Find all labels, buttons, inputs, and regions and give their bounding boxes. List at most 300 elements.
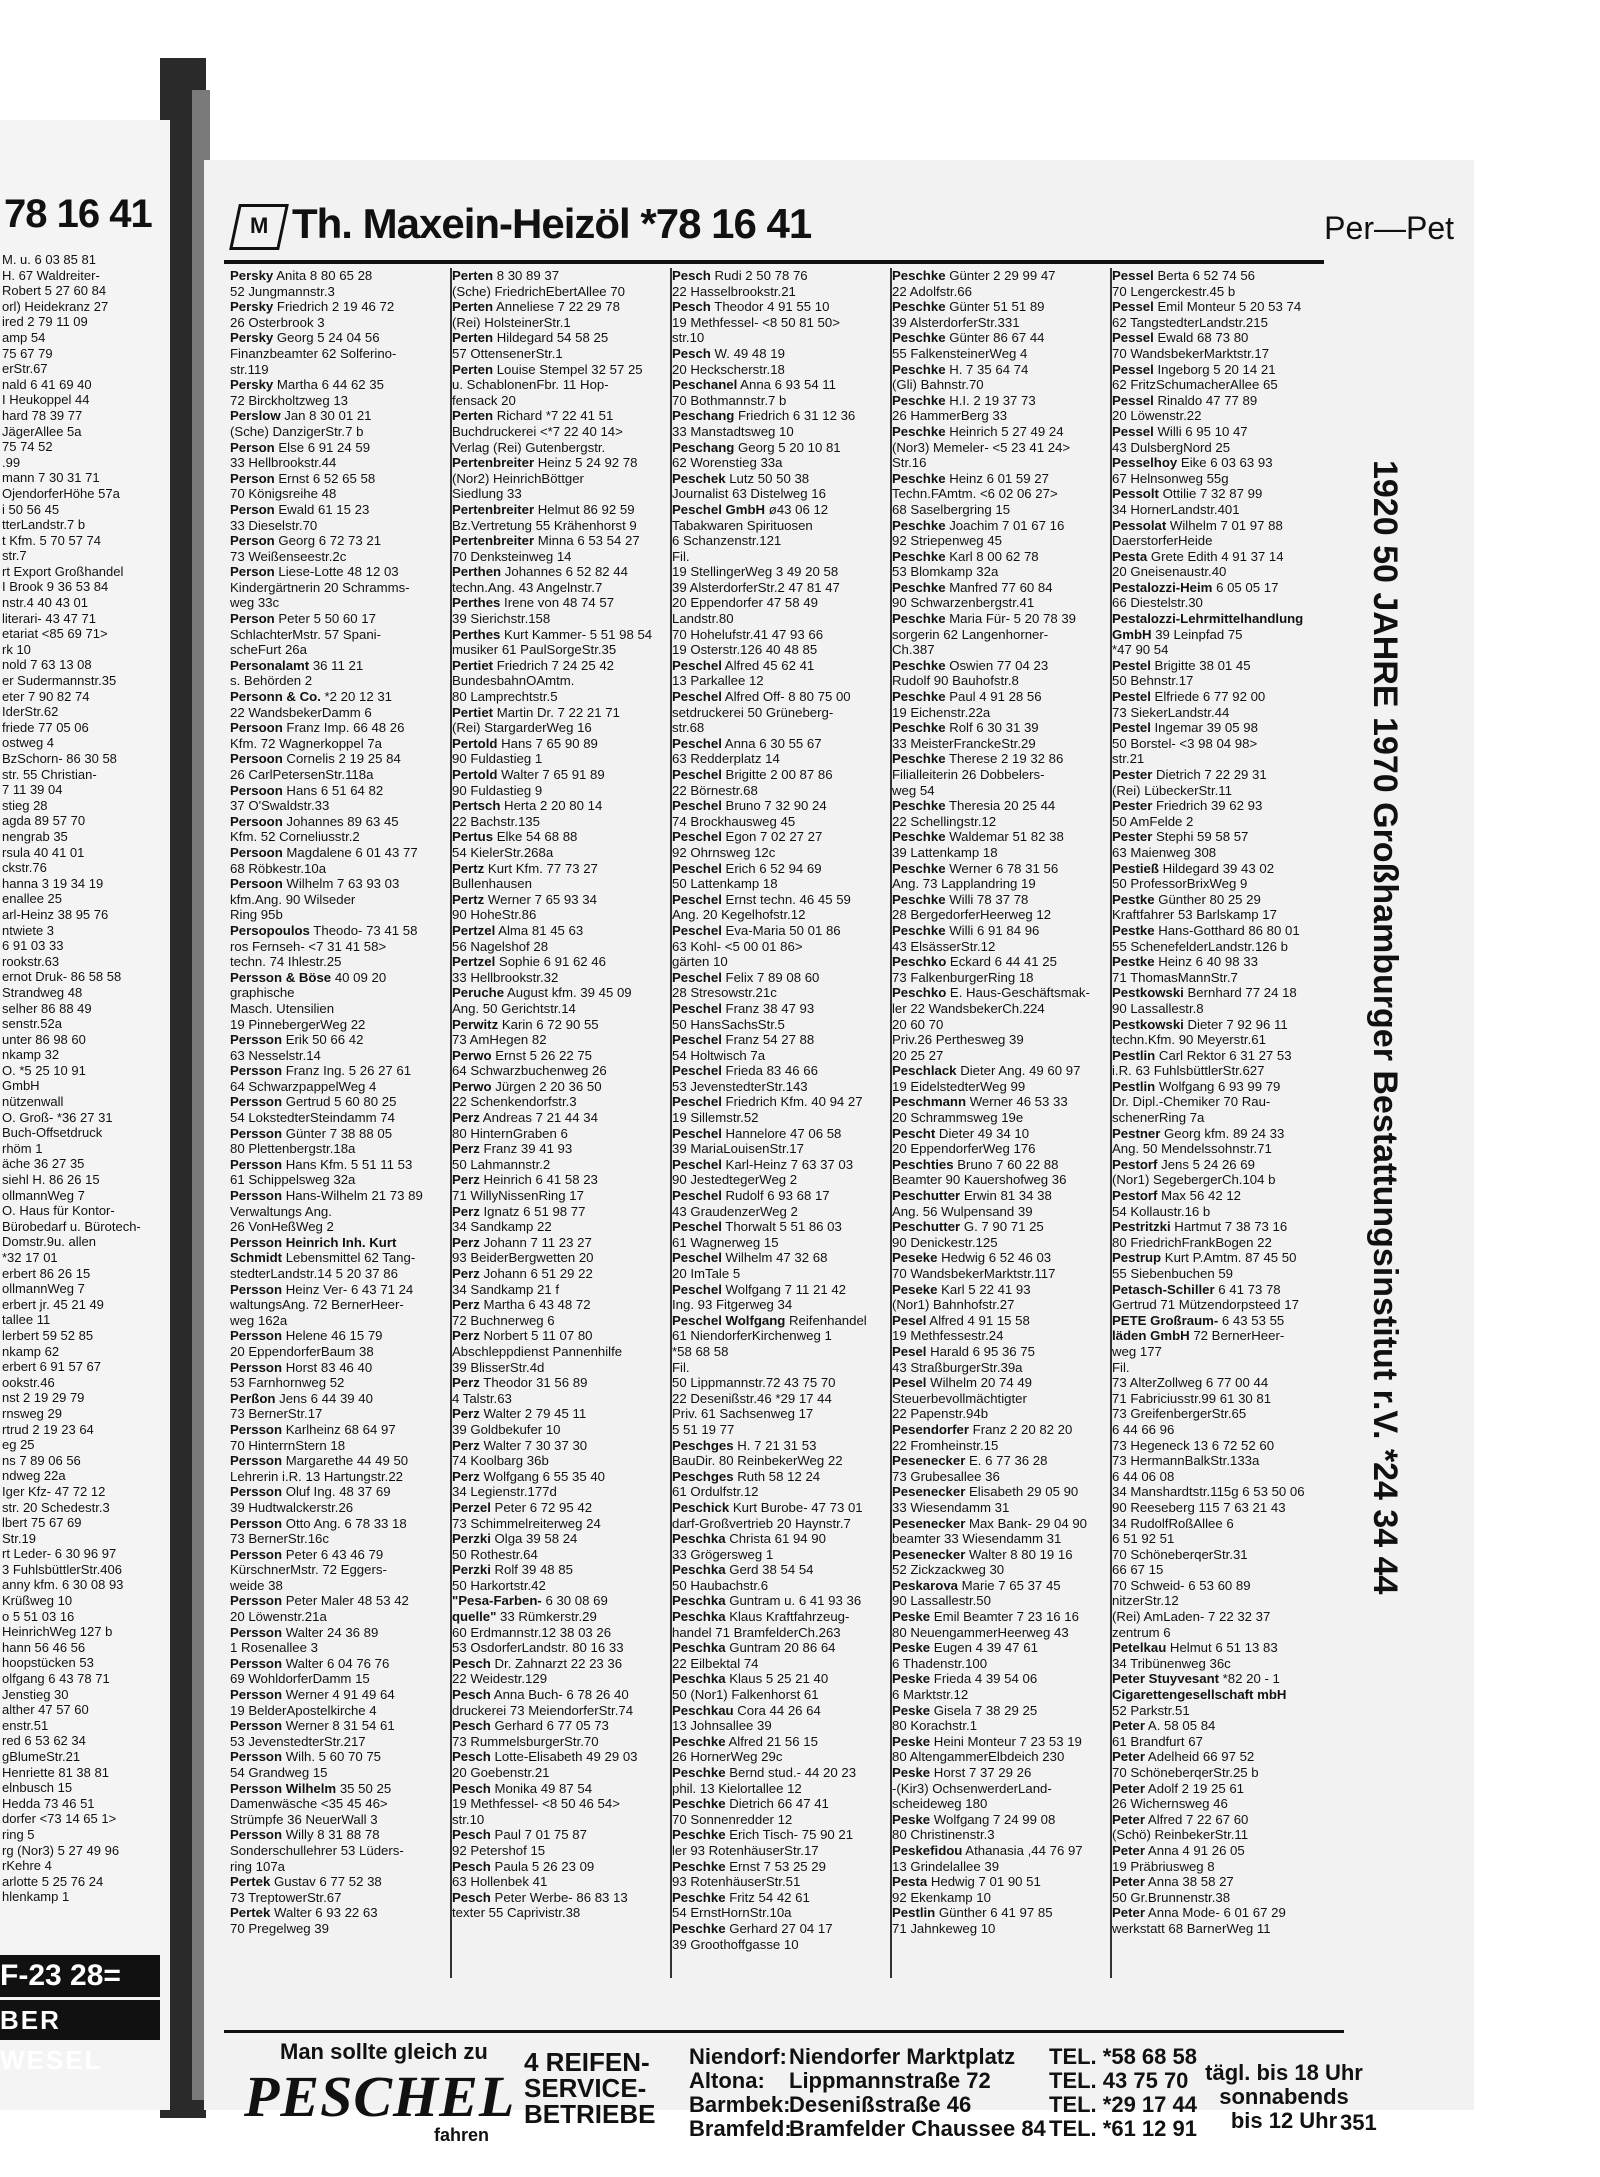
listing-entry-line: Journalist 63 Distelweg 16 [672, 486, 826, 502]
listing-entry-line: Peschke Erich Tisch- 75 90 21 [672, 1827, 854, 1843]
listing-entry-line: Pertenbreiter Minna 6 53 54 27 [452, 533, 640, 549]
listing-entry-line: Petelkau Helmut 6 51 13 83 [1112, 1640, 1278, 1656]
listing-entry-line: 90 Fuldastieg 1 [452, 751, 543, 767]
listing-entry-line: 80 AltengammerElbdeich 230 [892, 1749, 1065, 1765]
page-number: 351 [1340, 2110, 1377, 2135]
listing-entry-line: 70 Hohelufstr.41 47 93 66 [672, 626, 824, 642]
ad-branches [689, 2045, 1199, 2141]
listing-entry-line: Peseke Hedwig 6 52 46 03 [892, 1250, 1052, 1266]
listing-entry-line: Persson Wilh. 5 60 70 75 [230, 1749, 382, 1765]
listing-entry-line: 61 Wagnerweg 15 [672, 1234, 779, 1250]
listing-entry-line: ler 93 RotenhäuserStr.17 [672, 1842, 819, 1858]
listing-entry-line: Perthes Kurt Kammer- 5 51 98 54 [452, 626, 653, 642]
listing-entry-line: Peschko Eckard 6 44 41 25 [892, 954, 1057, 970]
ad-intro: Man sollte gleich zu [280, 2039, 488, 2064]
listing-entry-line: Pestner Georg kfm. 89 24 33 [1112, 1125, 1285, 1141]
listing-entry-line: Peschko E. Haus-Geschäftsmak- [892, 985, 1090, 1001]
branch-label: Barmbek: [689, 2092, 791, 2117]
listing-entry-line: 39 BlisserStr.4d [452, 1359, 545, 1375]
listing-entry-line: Pertek Walter 6 93 22 63 [230, 1905, 378, 1921]
listing-entry-line: Peschel Hannelore 47 06 58 [672, 1125, 842, 1141]
listing-entry-line: Person Peter 5 50 60 17 [230, 611, 376, 627]
previous-page-footer-2: BER WESEL [0, 2000, 160, 2040]
previous-page-line: Robert 5 27 60 84 [2, 283, 107, 299]
listing-entry-line: Pestritzki Hartmut 7 38 73 16 [1112, 1219, 1288, 1235]
listing-entry-line: Peschutter G. 7 90 71 25 [892, 1219, 1044, 1235]
listing-entry-line: 50 Lippmannstr.72 43 75 70 [672, 1375, 836, 1391]
listing-entry-line: str.68 [672, 720, 705, 736]
listing-entry-line: Peschutter Erwin 81 34 38 [892, 1188, 1052, 1204]
listing-entry-line: Persson Werner 4 91 49 64 [230, 1687, 395, 1703]
listing-entry-line: Persky Anita 8 80 65 28 [230, 268, 373, 283]
listing-entry-line: (Rei) StargarderWeg 16 [452, 720, 592, 736]
listing-entry-line: 71 Jahnkeweg 10 [892, 1920, 996, 1936]
listing-entry-line: Persson Hans-Wilhelm 21 73 89 [230, 1188, 423, 1204]
listing-entry-line: 52 Parkstr.51 [1112, 1702, 1190, 1718]
listing-entry-line: 19 Methfessel- <8 50 81 50> [672, 314, 840, 330]
listing-entry-line: 92 Ohrnsweg 12c [672, 844, 776, 860]
listing-entry-line: 20 Löwenstr.22 [1112, 408, 1202, 424]
previous-page-line: nstr.4 40 43 01 [2, 595, 89, 611]
listing-entry-line: 93 BeiderBergwetten 20 [452, 1250, 594, 1266]
listing-entry-line: Peter Anna Mode- 6 01 67 29 [1112, 1905, 1286, 1921]
previous-page-line: friede 77 05 06 [2, 719, 89, 735]
listing-entry-line: Peter Anna 4 91 26 05 [1112, 1842, 1245, 1858]
listing-entry-line: Perwo Jürgen 2 20 36 50 [452, 1078, 602, 1094]
previous-page-line: rsula 40 41 01 [2, 844, 85, 860]
listing-entry-line: PETE Großraum- 6 43 53 55 [1112, 1312, 1285, 1328]
previous-page-line: nold 7 63 13 08 [2, 657, 92, 673]
previous-page-line: eg 25 [2, 1437, 35, 1453]
listing-entry-line: 64 SchwarzpappelWeg 4 [230, 1078, 377, 1094]
listing-entry-line: 70 Pregelweg 39 [230, 1920, 329, 1936]
listing-entry-line: Bz.Vertretung 55 Krähenhorst 9 [452, 517, 637, 533]
listing-entry-line: Peske Emil Beamter 7 23 16 16 [892, 1609, 1079, 1625]
listing-entry-line: kfm.Ang. 90 Wilseder [230, 891, 356, 907]
listing-entry-line: (Sche) DanzigerStr.7 b [230, 423, 364, 439]
listing-entry-line: Peschel Egon 7 02 27 27 [672, 829, 823, 845]
branch-phone: TEL. 43 75 70 [1049, 2068, 1189, 2093]
listing-entry-line: Peschka Klaus Kraftfahrzeug- [672, 1609, 850, 1625]
listing-entry-line: Pertenbreiter Heinz 5 24 92 78 [452, 455, 638, 471]
listing-entry-line: Masch. Utensilien [230, 1000, 335, 1016]
listing-entry-line: 80 FriedrichFrankBogen 22 [1112, 1234, 1272, 1250]
ad-branch-row [689, 2117, 1199, 2141]
listing-entry-line: 50 Lattenkamp 18 [672, 876, 778, 892]
listing-entry-line: Dr. Dipl.-Chemiker 70 Rau- [1112, 1094, 1271, 1110]
listing-entry-line: DaerstorferHeide [1112, 533, 1213, 549]
header-rule [224, 260, 1324, 264]
listing-entry-line: Person Else 6 91 24 59 [230, 439, 371, 455]
listing-entry-line: 90 Lassallestr.50 [892, 1593, 991, 1609]
previous-page-line: erbert jr. 45 21 49 [2, 1296, 104, 1312]
listing-entry-line: 43 GraudenzerWeg 2 [672, 1203, 798, 1219]
listing-entry-line: Peseke Karl 5 22 41 93 [892, 1281, 1031, 1297]
listing-entry-line: 56 Nagelshof 28 [452, 938, 549, 954]
listing-entry-line: Pesch Dr. Zahnarzt 22 23 36 [452, 1655, 623, 1671]
listing-entry-line: läden GmbH 72 BernerHeer- [1112, 1328, 1285, 1344]
listing-entry-line: Pesel Wilhelm 20 74 49 [892, 1375, 1033, 1391]
previous-page-line: rk 10 [2, 641, 31, 657]
listing-entry-line: Finanzbeamter 62 Solferino- [230, 345, 397, 361]
listing-entry-line: 73 Grubesallee 36 [892, 1468, 1000, 1484]
listing-entry-line: Peschke Therese 2 19 32 86 [892, 751, 1064, 767]
ad-service [524, 2049, 655, 2127]
listing-entry-line: darf-Großvertrieb 20 Haynstr.7 [672, 1515, 851, 1531]
listing-entry-line: 73 Schimmelreiterweg 24 [452, 1515, 601, 1531]
listing-entry-line: 63 Maienweg 308 [1112, 844, 1217, 860]
listing-entry-line: Ang. 56 Wulpensand 39 [892, 1203, 1033, 1219]
previous-page-line: hlenkamp 1 [2, 1889, 70, 1905]
listing-entry-line: Perten Richard *7 22 41 51 [452, 408, 614, 424]
listing-entry-line: Pester Dietrich 7 22 29 31 [1112, 767, 1267, 782]
listing-entry-line: Perten 8 30 89 37 [452, 268, 560, 283]
listing-entry-line: Peschel Karl-Heinz 7 63 37 03 [672, 1156, 854, 1172]
directory-page [204, 160, 1474, 2145]
previous-page-line: mann 7 30 31 71 [2, 470, 100, 486]
listing-column-3 [670, 268, 886, 1978]
listing-entry-line: 50 ProfessorBrixWeg 9 [1112, 876, 1248, 892]
listing-entry-line: ros Fernseh- <7 31 41 58> [230, 938, 387, 954]
listing-entry-line: Kraftfahrer 53 Barlskamp 17 [1112, 907, 1277, 923]
listing-entry-line: Peschke Willi 6 91 84 96 [892, 922, 1040, 938]
branch-label: Altona: [689, 2068, 765, 2093]
listing-entry-line: Peschke Willi 78 37 78 [892, 891, 1029, 907]
listing-entry-line: Peter Stuyvesant *82 20 - 1 [1112, 1671, 1280, 1687]
branch-label: Bramfeld: [689, 2116, 792, 2141]
listing-entry-line: Persson Franz Ing. 5 26 27 61 [230, 1063, 412, 1079]
listing-entry-line: Peschke Waldemar 51 82 38 [892, 829, 1064, 845]
branch-label: Niendorf: [689, 2044, 787, 2069]
listing-entry-line: 20 Gneisenaustr.40 [1112, 564, 1227, 580]
listing-entry-line: Persson Willy 8 31 88 78 [230, 1827, 380, 1843]
listing-entry-line: 63 Kohl- <5 00 01 86> [672, 938, 803, 954]
listing-entry-line: 26 HammerBerg 33 [892, 408, 1008, 424]
previous-page-line: dorfer <73 14 65 1> [2, 1811, 117, 1827]
listing-entry-line: Pertzel Alma 81 45 63 [452, 922, 584, 938]
listing-entry-line: Peschel Brigitte 2 00 87 86 [672, 767, 833, 782]
listing-entry-line: 70 Denksteinweg 14 [452, 548, 572, 564]
listing-entry-line: Perwitz Karin 6 72 90 55 [452, 1016, 599, 1032]
listing-entry-line: Perzki Rolf 39 48 85 [452, 1562, 573, 1578]
listing-entry-line: Peschke Maria Für- 5 20 78 39 [892, 611, 1077, 627]
listing-entry-line: 39 AlsterdorferStr.2 47 81 47 [672, 579, 840, 595]
listing-entry-line: gärten 10 [672, 954, 728, 970]
listing-entry-line: Persson Werner 8 31 54 61 [230, 1718, 395, 1734]
listing-entry-line: 60 Erdmannstr.12 38 03 26 [452, 1624, 612, 1640]
listing-entry-line: (Nor1) Bahnhofstr.27 [892, 1297, 1015, 1313]
listing-entry-line: 70 SchöneberqerStr.31 [1112, 1546, 1248, 1562]
listing-entry-line: Pestke Heinz 6 40 98 33 [1112, 954, 1258, 970]
previous-page-line: ntwiete 3 [2, 922, 55, 938]
listing-entry-line: weg 162a [230, 1312, 288, 1328]
listing-entry-line: phil. 13 Kielortallee 12 [672, 1780, 802, 1796]
listing-entry-line: Peschke Karl 8 00 62 78 [892, 548, 1039, 564]
listing-entry-line: 19 StellingerWeg 3 49 20 58 [672, 564, 839, 580]
listing-entry-line: Persson Margarethe 44 49 50 [230, 1453, 409, 1469]
listing-entry-line: 92 Petershof 15 [452, 1842, 546, 1858]
listing-entry-line: 74 Koolbarg 36b [452, 1453, 549, 1469]
previous-page-line: BzSchorn- 86 30 58 [2, 751, 117, 766]
previous-page-line: eter 7 90 82 74 [2, 688, 90, 704]
previous-page-line: Domstr.9u. allen [2, 1234, 96, 1250]
listing-entry-line: Filialleiterin 26 Dobbelers- [892, 767, 1045, 782]
listing-entry-line: Pestkowski Dieter 7 92 96 11 [1112, 1016, 1288, 1032]
listing-entry-line: Peschke Rolf 6 30 31 39 [892, 720, 1039, 736]
listing-entry-line: Person Georg 6 72 73 21 [230, 533, 382, 549]
listing-entry-line: Pessel Emil Monteur 5 20 53 74 [1112, 299, 1302, 315]
listing-column-1 [230, 268, 444, 1978]
listing-entry-line: Kfm. 72 Wagnerkoppel 7a [230, 735, 382, 751]
listing-entry-line: 34 Manshardtstr.115g 6 53 50 06 [1112, 1484, 1305, 1500]
listing-entry-line: Pester Friedrich 39 62 93 [1112, 798, 1263, 814]
listing-entry-line: str.21 [1112, 751, 1145, 767]
listing-entry-line: Pesch Paul 7 01 75 87 [452, 1827, 587, 1843]
listing-entry-line: 68 Röbkestr.10a [230, 860, 327, 876]
listing-entry-line: 50 (Nor1) Falkenhorst 61 [672, 1687, 819, 1703]
previous-page-line: erbert 6 91 57 67 [2, 1359, 102, 1375]
listing-entry-line: Pesenecker Max Bank- 29 04 90 [892, 1515, 1088, 1531]
listing-entry-line: Persson Helene 46 15 79 [230, 1328, 383, 1344]
listing-entry-line: 19 EidelstedterWeg 99 [892, 1078, 1026, 1094]
listing-entry-line: 39 MariaLouisenStr.17 [672, 1141, 804, 1157]
listing-entry-line: Peschke Alfred 21 56 15 [672, 1733, 818, 1749]
listing-entry-line: Pestke Günther 80 25 29 [1112, 891, 1261, 907]
listing-entry-line: 20 Schrammsweg 19e [892, 1110, 1024, 1126]
listing-entry-line: Perten Louise Stempel 32 57 25 [452, 361, 643, 377]
page-header-title: Th. Maxein-Heizöl *78 16 41 [292, 200, 812, 247]
listing-entry-line: Verwaltungs Ang. [230, 1203, 332, 1219]
listing-entry-line: (Rei) AmLaden- 7 22 32 37 [1112, 1609, 1271, 1625]
listing-entry-line: 73 TreptowerStr.67 [230, 1889, 342, 1905]
listing-entry-line: Perz Andreas 7 21 44 34 [452, 1110, 598, 1126]
listing-entry-line: 73 AlterZollweg 6 77 00 44 [1112, 1375, 1269, 1391]
listing-entry-line: Fil. [1112, 1359, 1130, 1375]
listing-entry-line: 64 Schwarzbuchenweg 26 [452, 1063, 607, 1079]
listing-entry-line: Perz Norbert 5 11 07 80 [452, 1328, 593, 1344]
listing-entry-line: 53 OsdorferLandstr. 80 16 33 [452, 1640, 624, 1656]
previous-page-line: rtrud 2 19 23 64 [2, 1421, 94, 1437]
listing-entry-line: Pesel Harald 6 95 36 75 [892, 1343, 1035, 1359]
listing-entry-line: 34 Tribünenweg 36c [1112, 1655, 1231, 1671]
listing-entry-line: 6 Marktstr.12 [892, 1687, 969, 1703]
listing-entry-line: 19 Eichenstr.22a [892, 704, 991, 720]
previous-page-line: hann 56 46 56 [2, 1639, 86, 1655]
listing-entry-line: Perz Franz 39 41 93 [452, 1141, 573, 1157]
listing-entry-line: (Nor2) HeinrichBöttger [452, 470, 584, 486]
listing-entry-line: 39 AlsterdorferStr.331 [892, 314, 1020, 330]
listing-entry-line: 19 BelderApostelkirche 4 [230, 1702, 377, 1718]
listing-entry-line: 43 ElsässerStr.12 [892, 938, 996, 954]
listing-entry-line: Persopoulos Theodo- 73 41 58 [230, 922, 418, 938]
listing-column-4 [890, 268, 1106, 1978]
previous-page-line: arl-Heinz 38 95 76 [2, 906, 109, 922]
listing-entry-line: Ing. 93 Fitgerweg 34 [672, 1297, 793, 1313]
previous-page-line: elnbusch 15 [2, 1780, 73, 1796]
listing-entry-line: Peschel Wolfgang Reifenhandel [672, 1312, 867, 1328]
previous-page-header-number: 78 16 41 [4, 192, 152, 236]
previous-page-line: ernot Druk- 86 58 58 [2, 969, 122, 985]
listing-entry-line: 53 JevenstedterStr.217 [230, 1733, 366, 1749]
listing-entry-line: Persson Oluf Ing. 48 37 69 [230, 1484, 391, 1500]
listing-entry-line: Kindergärtnerin 20 Schramms- [230, 579, 410, 595]
listing-entry-line: 54 LokstedterSteindamm 74 [230, 1110, 395, 1126]
previous-page-line: siehl H. 86 26 15 [2, 1172, 100, 1188]
listing-entry-line: Pessel Ewald 68 73 80 [1112, 330, 1249, 346]
previous-page-line: ostweg 4 [2, 735, 55, 751]
listing-entry-line: 70 Sonnenredder 12 [672, 1811, 793, 1827]
previous-page-line: ring 5 [2, 1826, 35, 1842]
listing-entry-line: 20 EppendorferBaum 38 [230, 1343, 374, 1359]
listing-entry-line: 22 Papenstr.94b [892, 1406, 989, 1422]
listing-entry-line: 39 Groothoffgasse 10 [672, 1936, 799, 1952]
listing-entry-line: Ang. 50 Gerichtstr.14 [452, 1000, 576, 1016]
previous-page-line: äche 36 27 35 [2, 1156, 85, 1172]
listing-entry-line: 1 Rosenallee 3 [230, 1640, 318, 1656]
listing-entry-line: Persson Horst 83 46 40 [230, 1359, 373, 1375]
listing-entry-line: 54 Grandweg 15 [230, 1765, 328, 1780]
listing-entry-line: Perthen Johannes 6 52 82 44 [452, 564, 628, 580]
listing-entry-line: 52 Jungmannstr.3 [230, 283, 335, 299]
listing-entry-line: 43 DulsbergNord 25 [1112, 439, 1231, 455]
listing-entry-line: Pestorf Max 56 42 12 [1112, 1188, 1242, 1204]
listing-entry-line: 20 Eppendorfer 47 58 49 [672, 595, 818, 611]
listing-entry-line: Peske Gisela 7 38 29 25 [892, 1702, 1038, 1718]
listing-entry-line: Persson Karlheinz 68 64 97 [230, 1421, 396, 1437]
listing-entry-line: 66 Diestelstr.30 [1112, 595, 1203, 611]
previous-page-line: JägerAllee 5a [2, 423, 82, 439]
listing-entry-line: 63 Nesselstr.14 [230, 1047, 321, 1063]
listing-entry-line: Peschang Friedrich 6 31 12 36 [672, 408, 856, 424]
listing-entry-line: 68 Saselbergring 15 [892, 501, 1011, 517]
listing-entry-line: 6 Thadenstr.100 [892, 1655, 988, 1671]
listing-entry-line: *58 68 58 [672, 1343, 729, 1359]
listing-entry-line: Peter Anna 38 58 27 [1112, 1874, 1234, 1890]
listing-entry-line: 90 Reeseberg 115 7 63 21 43 [1112, 1499, 1286, 1515]
listing-entry-line: Lehrerin i.R. 13 Hartungstr.22 [230, 1468, 403, 1484]
listing-entry-line: Peschka Gerd 38 54 54 [672, 1562, 814, 1578]
listing-entry-line: Peschel Friedrich Kfm. 40 94 27 [672, 1094, 863, 1110]
listing-entry-line: Pertus Elke 54 68 88 [452, 829, 578, 845]
listing-entry-line: 69 WohldorferDamm 15 [230, 1671, 370, 1687]
listing-entry-line: Pertold Hans 7 65 90 89 [452, 735, 598, 751]
previous-page-line: .99 [2, 454, 21, 470]
listing-entry-line: Perwo Ernst 5 26 22 75 [452, 1047, 593, 1063]
previous-page-line: 75 67 79 [2, 345, 53, 361]
listing-entry-line: Priv. 61 Sachsenweg 17 [672, 1406, 814, 1422]
previous-page-line: rKehre 4 [2, 1858, 52, 1874]
listing-entry-line: Persson Gertrud 5 60 80 25 [230, 1094, 397, 1110]
listing-entry-line: KürschnerMstr. 72 Eggers- [230, 1562, 387, 1578]
listing-entry-line: str.119 [230, 361, 269, 377]
listing-entry-line: 52 Zickzackweg 30 [892, 1562, 1005, 1578]
listing-entry-line: 80 NeuengammerHeerweg 43 [892, 1624, 1069, 1640]
listing-entry-line: Peschke Werner 6 78 31 56 [892, 860, 1059, 876]
listing-entry-line: Pesendorfer Franz 2 20 82 20 [892, 1421, 1073, 1437]
previous-page-line: erbert 86 26 15 [2, 1265, 91, 1281]
listing-entry-line: Peske Heini Monteur 7 23 53 19 [892, 1733, 1082, 1749]
listing-entry-line: Persoon Franz Imp. 66 48 26 [230, 720, 405, 736]
listing-entry-line: Persoon Magdalene 6 01 43 77 [230, 844, 418, 860]
listing-entry-line: 39 Goldbekufer 10 [452, 1421, 561, 1437]
listing-entry-line: 55 Siebenbuchen 59 [1112, 1266, 1233, 1281]
listing-entry-line: 92 Ekenkamp 10 [892, 1889, 991, 1905]
listing-entry-line: Perslow Jan 8 30 01 21 [230, 408, 372, 424]
listing-entry-line: 26 VonHeßWeg 2 [230, 1219, 334, 1235]
previous-page-line: t Kfm. 5 70 57 74 [2, 532, 102, 548]
previous-page-line: enallee 25 [2, 891, 62, 907]
ad-branch-row [689, 2093, 1199, 2117]
listing-entry-line: s. Behörden 2 [230, 673, 313, 689]
listing-entry-line: Siedlung 33 [452, 486, 522, 502]
listing-entry-line: 63 Hollenbek 41 [452, 1874, 548, 1890]
ad-hours-line: bis 12 Uhr [1230, 2108, 1338, 2133]
previous-page-line: hard 78 39 77 [2, 407, 83, 423]
listing-entry-line: 90 Fuldastieg 9 [452, 782, 543, 798]
previous-page-line: O. Haus für Kontor- [2, 1203, 115, 1219]
previous-page-line: literari- 43 47 71 [2, 610, 96, 626]
listing-entry-line: quelle" 33 Rümkerstr.29 [452, 1609, 597, 1625]
listing-entry-line: Peschel Eva-Maria 50 01 86 [672, 922, 841, 938]
ad-fahren: fahren [434, 2125, 490, 2145]
previous-page-line: Iger Kfz- 47 72 12 [2, 1483, 106, 1499]
previous-page-line: ollmannWeg 7 [2, 1281, 85, 1297]
listing-entry-line: 6 44 06 08 [1112, 1468, 1175, 1484]
listing-entry-line: 5 51 19 77 [672, 1421, 735, 1437]
previous-page-line: selher 86 88 49 [2, 1000, 92, 1016]
listing-column-5 [1110, 268, 1326, 1978]
listing-entry-line: Persoon Johannes 89 63 45 [230, 813, 399, 829]
previous-page-line: arlotte 5 25 76 24 [2, 1873, 104, 1889]
listing-entry-line: Pertz Kurt Kfm. 77 73 27 [452, 860, 598, 876]
listing-entry-line: Peschke Gerhard 27 04 17 [672, 1920, 833, 1936]
listing-entry-line: Personn & Co. *2 20 12 31 [230, 689, 392, 705]
listing-entry-line: 39 Hudtwalckerstr.26 [230, 1499, 354, 1515]
listing-entry-line: 26 HornerWeg 29c [672, 1749, 783, 1765]
listing-entry-line: Peschang Georg 5 20 10 81 [672, 439, 841, 455]
listing-entry-line: Peschlack Dieter Ang. 49 60 97 [892, 1063, 1081, 1079]
listing-entry-line: 90 Lassallestr.8 [1112, 1000, 1204, 1016]
listing-entry-line: 20 ImTale 5 [672, 1266, 741, 1281]
listing-entry-line: Bullenhausen [452, 876, 532, 892]
listing-entry-line: Pessolat Wilhelm 7 01 97 88 [1112, 517, 1283, 533]
listing-entry-line: Pesenecker E. 6 77 36 28 [892, 1453, 1048, 1469]
listing-entry-line: 54 Holtwisch 7a [672, 1047, 766, 1063]
page-range-heading: Per—Pet [1324, 210, 1454, 246]
previous-page-line: I Brook 9 36 53 84 [2, 579, 109, 595]
previous-page-line: 7 11 39 04 [2, 782, 63, 798]
listing-entry-line: beamter 33 Wiesendamm 31 [892, 1531, 1062, 1547]
listing-entry-line: 6 Schanzenstr.121 [672, 533, 782, 549]
listing-entry-line: nitzerStr.12 [1112, 1593, 1179, 1609]
listing-entry-line: Pesch W. 49 48 19 [672, 345, 785, 361]
listing-entry-line: Peter Adolf 2 19 25 61 [1112, 1780, 1244, 1796]
previous-page-line: Hedda 73 46 51 [2, 1795, 95, 1811]
listing-entry-line: 70 Königsreihe 48 [230, 486, 337, 502]
listing-entry-line: Peschke Dietrich 66 47 41 [672, 1796, 829, 1812]
listing-entry-line: 33 Grögersweg 1 [672, 1546, 774, 1562]
previous-page-line: 3 FuhlsbüttlerStr.406 [2, 1561, 122, 1577]
previous-page-line: o 5 51 03 16 [2, 1608, 75, 1624]
listing-entry-line: Peschke Theresia 20 25 44 [892, 798, 1056, 814]
listing-entry-line: Pesta Grete Edith 4 91 37 14 [1112, 548, 1284, 564]
listing-entry-line: Perz Heinrich 6 41 58 23 [452, 1172, 598, 1188]
listing-entry-line: 13 Parkallee 12 [672, 673, 764, 689]
previous-page-line: str.7 [2, 548, 27, 564]
listing-entry-line: Persson Heinrich Inh. Kurt [230, 1234, 397, 1250]
listing-entry-line: Pesselhoy Eike 6 03 63 93 [1112, 455, 1273, 471]
listing-entry-line: Tabakwaren Spirituosen [672, 517, 813, 533]
